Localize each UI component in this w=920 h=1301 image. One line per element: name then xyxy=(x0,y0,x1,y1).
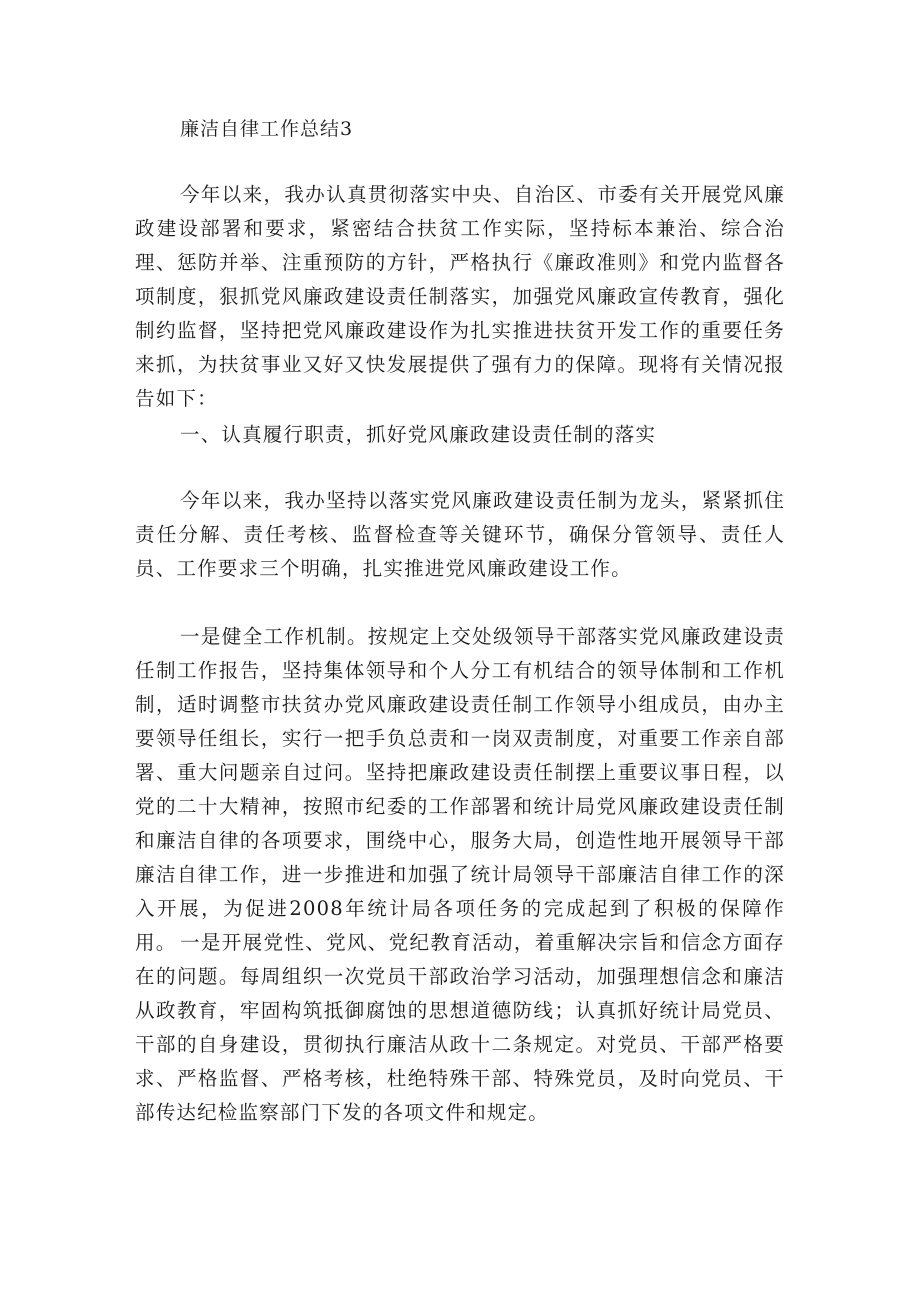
document-title: 廉洁自律工作总结3 xyxy=(180,118,354,140)
intro-paragraph: 今年以来，我办认真贯彻落实中央、自治区、市委有关开展党风廉政建设部署和要求，紧密结合扶贫工作实际，坚持标本兼治、综合治理、惩防并举、注重预防的方针，严格执行《廉政准则》和党内监督各项制度，狠抓党风廉政建设责任制落实，加强党风廉政宣传教育，强化制约监督，坚持把党风廉政建设作为扎实推进扶贫开发工作的重要任务来抓，为扶贫事业又好又快发展提供了强有力的保障。现将有关情况报告如下： xyxy=(135,183,785,410)
body-paragraph-1: 今年以来，我办坚持以落实党风廉政建设责任制为龙头，紧紧抓住责任分解、责任考核、监督检查等关键环节，确保分管领导、责任人员、工作要求三个明确，扎实推进党风廉政建设工作。 xyxy=(135,489,785,580)
section-heading: 一、认真履行职责，抓好党风廉政建设责任制的落实 xyxy=(180,423,657,446)
body-paragraph-3: 一是开展党性、党风、党纪教育活动，着重解决宗旨和信念方面存在的问题。每周组织一次党员干部政治学习活动，加强理想信念和廉洁从政教育，牢固构筑抵御腐蚀的思想道德防线；认真抓好统计局党员、干部的自身建设，贯彻执行廉洁从政十二条规定。对党员、干部严格要求、严格监督、严格考核，杜绝特殊干部、特殊党员，及时向党员、干部传达纪检监察部门下发的各项文件和规定。 xyxy=(135,931,785,1124)
body-paragraph-2: 一是健全工作机制。按规定上交处级领导干部落实党风廉政建设责任制工作报告，坚持集体领导和个人分工有机结合的领导体制和工作机制，适时调整市扶贫办党风廉政建设责任制工作领导小组成员，由办主要领导任组长，实行一把手负总责和一岗双责制度，对重要工作亲自部署、重大问题亲自过问。坚持把廉政建设责任制摆上重要议事日程，以党的二十大精神，按照市纪委的工作部署和统计局党风廉政建设责任制和廉洁自律的各项要求，围绕中心，服务大局，创造性地开展领导干部廉洁自律工作，进一步推进和加强了统计局领导干部廉洁自律工作的深入开展，为促进2008年统计局各项任务的完成起到了积极的保障作用。 xyxy=(135,625,785,954)
